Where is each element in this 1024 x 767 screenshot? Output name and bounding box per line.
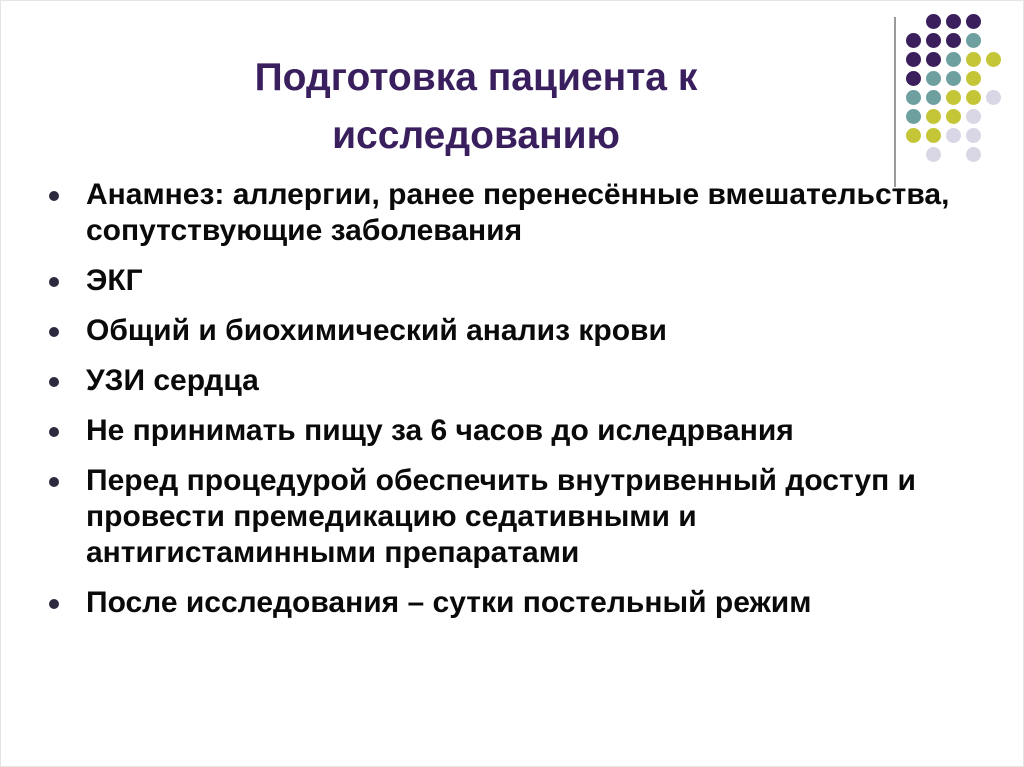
- decorative-dot: [966, 33, 981, 48]
- decorative-dot: [906, 128, 921, 143]
- decorative-dot: [926, 109, 941, 124]
- bullet-icon: [49, 191, 59, 201]
- bullet-text: Не принимать пищу за 6 часов до иследрвания: [86, 414, 794, 447]
- bullet-icon: [49, 277, 59, 287]
- decorative-dot: [966, 52, 981, 67]
- slide-title: Подготовка пациента к исследованию: [254, 56, 698, 157]
- decorative-dot: [966, 90, 981, 105]
- decorative-dot: [946, 109, 961, 124]
- bullet-item: [49, 413, 979, 449]
- bullet-item: [49, 177, 979, 249]
- bullet-list: [49, 177, 979, 635]
- bullet-item: [49, 363, 979, 399]
- decorative-dot: [986, 52, 1001, 67]
- decorative-dot: [966, 71, 981, 86]
- decorative-dot: [946, 14, 961, 29]
- decorative-dot-grid: [906, 14, 1006, 164]
- bullet-item: [49, 313, 979, 349]
- bullet-text: Перед процедурой обеспечить внутривенный доступ и провести премедикацию седативными и антигистаминными препаратами: [86, 464, 916, 569]
- decorative-dot: [906, 33, 921, 48]
- bullet-icon: [49, 377, 59, 387]
- decorative-dot: [926, 147, 941, 162]
- bullet-icon: [49, 327, 59, 337]
- decorative-dot: [966, 14, 981, 29]
- decorative-dot: [906, 90, 921, 105]
- decorative-dot: [906, 52, 921, 67]
- decorative-dot: [926, 52, 941, 67]
- bullet-item: [49, 463, 979, 571]
- decorative-dot: [926, 71, 941, 86]
- bullet-icon: [49, 599, 59, 609]
- decorative-dot: [926, 90, 941, 105]
- decorative-dot: [906, 71, 921, 86]
- decorative-dot: [966, 109, 981, 124]
- bullet-text: УЗИ сердца: [86, 364, 259, 397]
- decorative-dot: [946, 128, 961, 143]
- bullet-text: ЭКГ: [86, 264, 143, 297]
- decorative-dot: [906, 109, 921, 124]
- decorative-dot: [966, 128, 981, 143]
- bullet-item: [49, 585, 979, 621]
- decorative-dot: [926, 14, 941, 29]
- bullet-item: [49, 263, 979, 299]
- bullet-icon: [49, 477, 59, 487]
- decorative-dot: [946, 90, 961, 105]
- bullet-text: Анамнез: аллергии, ранее перенесённые вмешательства, сопутствующие заболевания: [86, 178, 950, 247]
- decorative-dot: [946, 52, 961, 67]
- bullet-icon: [49, 427, 59, 437]
- decorative-dot: [926, 33, 941, 48]
- decorative-dot: [926, 128, 941, 143]
- bullet-text: После исследования – сутки постельный режим: [86, 586, 812, 619]
- decorative-dot: [946, 71, 961, 86]
- decorative-dot: [946, 33, 961, 48]
- decorative-dot: [966, 147, 981, 162]
- bullet-text: Общий и биохимический анализ крови: [86, 314, 667, 347]
- decorative-dot: [986, 90, 1001, 105]
- divider-line: [894, 17, 896, 187]
